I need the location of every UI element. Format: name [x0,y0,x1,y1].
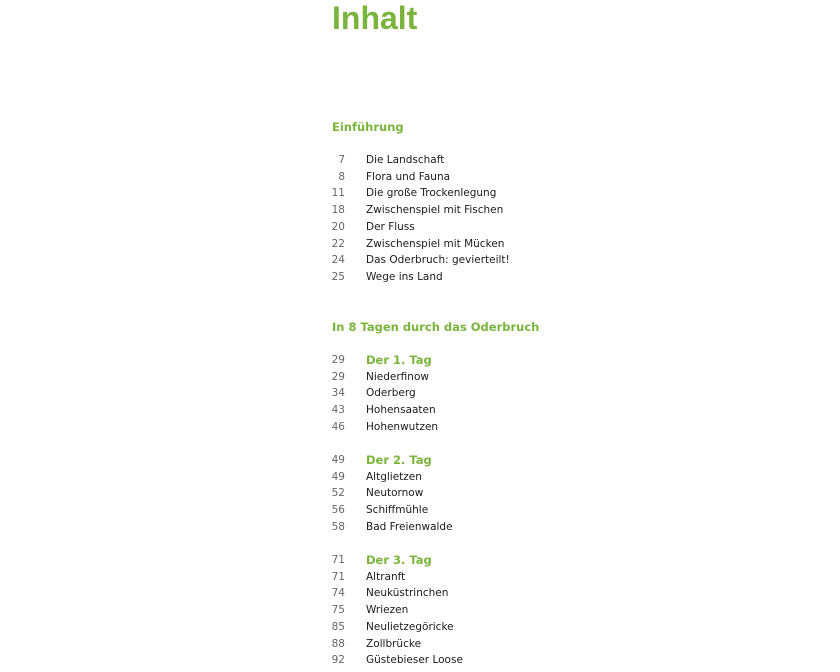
toc-page-number: 34 [331,387,345,400]
toc-entry-label: Der Fluss [366,220,415,233]
toc-entry[interactable] [326,485,423,502]
toc-page-number: 71 [331,570,345,583]
toc-entry[interactable] [326,569,405,586]
toc-entry[interactable] [326,636,421,653]
toc-page-number: 49 [331,470,345,483]
section-heading-8-tagen: In 8 Tagen durch das Oderbruch [332,320,540,334]
toc-entry-label: Altglietzen [366,470,422,483]
toc-entry-label: Güstebieser Loose [366,654,463,667]
toc-page-number: 58 [331,520,345,533]
toc-page-number: 29 [331,370,345,383]
toc-entry-label: Niederfinow [366,370,429,383]
toc-entry-label: Wriezen [366,604,409,617]
toc-entry[interactable] [326,202,503,219]
toc-entry-label: Altranft [366,570,406,583]
toc-entry[interactable] [326,519,453,536]
toc-page-number: 56 [331,504,345,517]
toc-day-label: Der 3. Tag [366,553,432,567]
toc-entry-label: Zollbrücke [366,637,422,650]
toc-day-label: Der 2. Tag [366,453,432,467]
toc-entry-label: Wege ins Land [366,270,443,283]
toc-day-heading[interactable] [326,352,432,369]
toc-entry[interactable] [326,502,428,519]
toc-entry[interactable] [326,152,444,169]
toc-entry-label: Bad Freienwalde [366,520,453,533]
toc-page-number: 88 [331,637,345,650]
toc-entry[interactable] [326,252,510,269]
toc-entry-label: Neulietzegöricke [366,620,454,633]
toc-page-number: 75 [331,604,345,617]
section-heading-einfuehrung: Einführung [332,120,404,134]
toc-page-number: 8 [338,170,345,183]
toc-entry-label: Zwischenspiel mit Mücken [366,237,505,250]
toc-page-number: 18 [331,204,345,217]
toc-page-number: 25 [331,270,345,283]
toc-entry-label: Das Oderbruch: gevierteilt! [366,254,510,267]
toc-page-number: 20 [331,220,345,233]
toc-entry-label: Hohenwutzen [366,420,439,433]
toc-entry-label: Neutornow [366,487,424,500]
toc-page-number: 52 [331,487,345,500]
page-title: Inhalt [332,0,418,36]
toc-entry[interactable] [326,385,416,402]
toc-entry-label: Flora und Fauna [366,170,451,183]
toc-day-heading[interactable] [326,452,432,469]
toc-entry[interactable] [326,169,450,186]
toc-entry-label: Schiffmühle [366,504,429,517]
toc-entry-label: Neuküstrinchen [366,587,449,600]
toc-entry[interactable] [326,585,448,602]
toc-entry[interactable] [326,652,463,669]
toc-entry[interactable] [326,219,415,236]
toc-day-heading[interactable] [326,552,432,569]
toc-page-number: 7 [338,154,345,166]
toc-entry[interactable] [326,469,422,486]
toc-entry-label: Die Landschaft [366,154,445,166]
toc-page-number: 92 [331,654,345,667]
toc-entry[interactable] [326,402,436,419]
toc-page-number: 74 [331,587,345,600]
toc-page-number: 46 [331,420,345,433]
toc-entry[interactable] [326,619,454,636]
toc-page-number: 71 [331,554,345,566]
toc-page-number: 29 [331,354,345,366]
toc-entry-label: Zwischenspiel mit Fischen [366,204,504,217]
toc-entry[interactable] [326,419,438,436]
toc-entry[interactable] [326,269,443,286]
toc-entry[interactable] [326,185,496,202]
toc-entry-label: Oderberg [366,387,416,400]
toc-entry[interactable] [326,602,408,619]
toc-entry-label: Hohensaaten [366,404,436,417]
toc-page-number: 24 [331,254,345,267]
toc-entry[interactable] [326,236,504,253]
toc-page-number: 43 [331,404,345,417]
toc-entry[interactable] [326,369,429,386]
toc-entry-label: Die große Trockenlegung [366,187,497,200]
toc-page-number: 49 [331,454,345,466]
toc-page-number: 11 [331,187,345,200]
toc-page-number: 85 [331,620,345,633]
toc-day-label: Der 1. Tag [366,353,432,367]
toc-page-number: 22 [331,237,345,250]
